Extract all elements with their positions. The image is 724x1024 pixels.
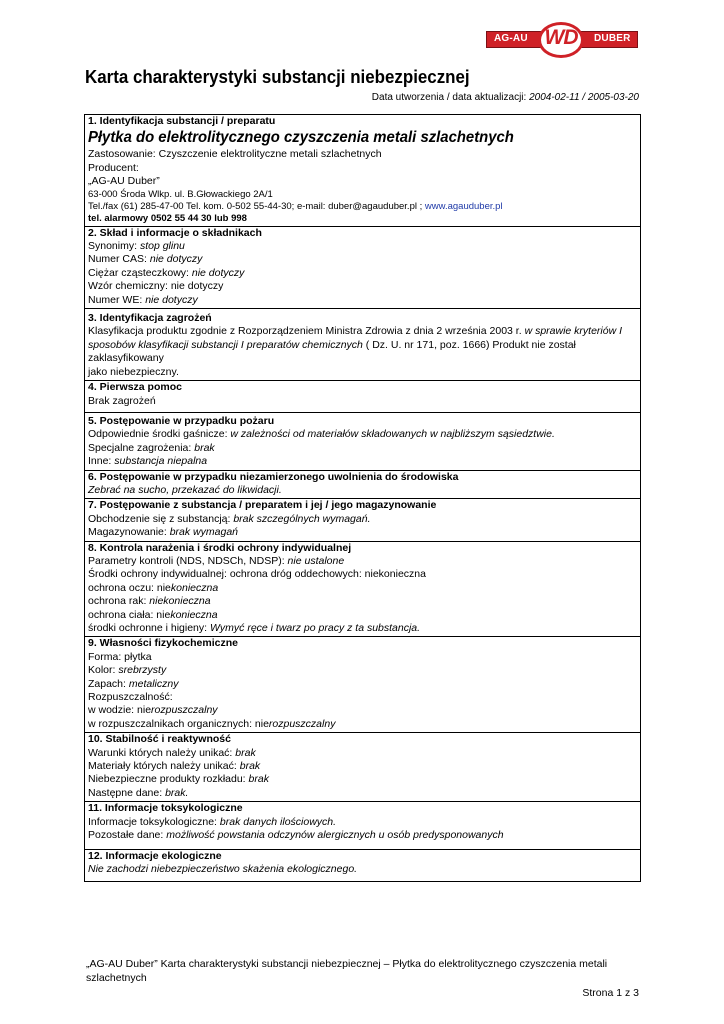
storage-row: [88, 526, 637, 539]
avoid-conditions-label: Warunki których należy unikać:: [88, 746, 233, 759]
next-data-label: Następne dane:: [88, 786, 163, 799]
producer-name: „AG-AU Duber”: [88, 175, 160, 188]
body-value: konieczna: [170, 608, 218, 621]
section-12: [85, 849, 640, 882]
synonyms-row: [88, 240, 637, 253]
hazard-text: [88, 325, 637, 379]
page-footer: „AG-AU Duber” Karta charakterystyki substancji niebezpiecznej – Płytka do elektrolitycznego czyszczenia metali szlachetnych: [86, 958, 608, 984]
hazard-text-c: sposobów klasyfikacji substancji I preparatów chemicznych: [88, 338, 363, 351]
section-10: [85, 732, 640, 801]
contacts-text: Tel./fax (61) 285-47-00 Tel. kom. 0-502 55-44-30; e-mail: duber@agauduber.pl ;: [88, 200, 423, 212]
organic-row: [88, 718, 637, 731]
water-value: rozpuszczalny: [151, 704, 218, 717]
company-logo: [486, 22, 638, 60]
formula-row: Wzór chemiczny: nie dotyczy: [88, 280, 224, 293]
color-label: Kolor:: [88, 664, 116, 677]
avoid-conditions-row: [88, 747, 637, 760]
logo-center-text: WD: [544, 26, 578, 49]
safety-data-table: [84, 114, 641, 882]
producer-contacts: [88, 201, 637, 213]
tox-value: brak danych ilościowych.: [219, 815, 337, 828]
page-title: Karta charakterystyki substancji niebezpiecznej: [85, 67, 470, 87]
hygiene-value: Wymyć ręce i twarz po pracy z ta substancja.: [210, 622, 421, 634]
hands-label: ochrona rak:: [88, 595, 147, 608]
section-5: [85, 412, 640, 470]
personal-protection-row: Środki ochrony indywidualnej: ochrona dróg oddechowych: niekonieczna: [88, 568, 426, 581]
storage-label: Magazynowanie:: [88, 526, 167, 539]
synonyms-value: stop glinu: [139, 240, 185, 253]
first-aid-text: Brak zagrożeń: [88, 394, 156, 407]
water-row: [88, 704, 637, 717]
use-row: [88, 148, 637, 161]
tox-row: [88, 816, 637, 829]
section-1: [85, 115, 640, 226]
form-row: Forma: płytka: [88, 650, 152, 663]
params-value: nie ustalone: [287, 554, 345, 567]
organic-label: w rozpuszczalnikach organicznych: nie: [88, 717, 269, 730]
section-7: [85, 498, 640, 540]
website-link[interactable]: www.agauduber.pl: [424, 200, 503, 212]
storage-value: brak wymagań: [169, 526, 238, 539]
other-data-label: Pozostałe dane:: [88, 829, 164, 842]
eyes-row: [88, 582, 637, 595]
section-8: [85, 541, 640, 637]
we-row: [88, 294, 637, 307]
special-hazard-label: Specjalne zagrożenia:: [88, 441, 192, 454]
section-2: [85, 226, 640, 308]
color-row: [88, 664, 637, 677]
hands-row: [88, 595, 637, 608]
section-11-heading: 11. Informacje toksykologiczne: [88, 802, 243, 815]
section-6: [85, 470, 640, 499]
mass-row: [88, 267, 637, 280]
section-1-heading: 1. Identyfikacja substancji / preparatu: [88, 115, 276, 127]
producer-label: Producent:: [88, 161, 139, 174]
section-9: [85, 636, 640, 732]
dates-label: Data utworzenia / data aktualizacji:: [371, 92, 527, 103]
avoid-materials-label: Materiały których należy unikać:: [88, 760, 237, 773]
decomposition-row: [88, 773, 637, 786]
params-row: [88, 555, 637, 568]
avoid-materials-value: brak: [239, 760, 261, 773]
params-label: Parametry kontroli (NDS, NDSCh, NDSP):: [88, 554, 285, 567]
section-12-heading: 12. Informacje ekologiczne: [88, 849, 222, 862]
color-value: srebrzysty: [118, 664, 167, 677]
section-6-heading: 6. Postępowanie w przypadku niezamierzonego uwolnienia do środowiska: [88, 470, 459, 483]
special-hazard-value: brak: [194, 441, 215, 454]
section-8-heading: 8. Kontrola narażenia i środki ochrony indywidualnej: [88, 541, 352, 554]
hygiene-row: [88, 622, 637, 635]
hands-value: niekonieczna: [149, 595, 211, 608]
solubility-row: Rozpuszczalność:: [88, 691, 173, 704]
cas-row: [88, 253, 637, 266]
page-number: Strona 1 z 3: [582, 987, 639, 999]
hazard-text-e: jako niebezpieczny.: [88, 365, 179, 378]
section-10-heading: 10. Stabilność i reaktywność: [88, 733, 231, 746]
water-label: w wodzie: nie: [88, 704, 152, 717]
we-value: nie dotyczy: [145, 293, 198, 306]
we-label: Numer WE:: [88, 293, 143, 306]
handling-value: brak szczególnych wymagań.: [233, 512, 371, 525]
logo-left-text: AG-AU: [494, 33, 528, 44]
next-data-value: brak.: [165, 786, 189, 799]
decomposition-value: brak: [248, 773, 269, 786]
logo-right-text: DUBER: [594, 33, 631, 44]
mass-value: nie dotyczy: [191, 266, 245, 279]
other-data-value: możliwość powstania odczynów alergicznych u osób predysponowanych: [166, 829, 504, 842]
avoid-conditions-value: brak: [235, 746, 256, 759]
handling-label: Obchodzenie się z substancją:: [88, 512, 231, 525]
handling-row: [88, 513, 637, 526]
other-row: [88, 455, 637, 468]
section-11: [85, 801, 640, 848]
next-data-row: [88, 787, 637, 800]
hazard-text-d: ( Dz. U. nr 171, poz. 1666) Produkt nie został zaklasyfikowany: [88, 338, 576, 365]
eyes-label: ochrona oczu: nie: [88, 581, 171, 594]
other-label: Inne:: [88, 455, 112, 468]
ecology-text: Nie zachodzi niebezpieczeństwo skażenia ekologicznego.: [88, 862, 358, 875]
mass-label: Ciężar cząsteczkowy:: [88, 266, 189, 279]
tox-label: Informacje toksykologiczne:: [88, 815, 217, 828]
odor-label: Zapach:: [88, 677, 126, 690]
use-label: Zastosowanie:: [88, 148, 156, 161]
hygiene-label: środki ochronne i higieny:: [88, 622, 208, 634]
body-row: [88, 609, 637, 622]
extinguish-value: w zależności od materiałów składowanych w najbliższym sąsiedztwie.: [230, 428, 555, 441]
special-hazard-row: [88, 442, 637, 455]
body-label: ochrona ciała: nie: [88, 608, 171, 621]
extinguish-label: Odpowiednie środki gaśnicze:: [88, 428, 228, 441]
product-name: Płytka do elektrolitycznego czyszczenia metali szlachetnych: [88, 129, 514, 147]
eyes-value: konieczna: [170, 581, 219, 594]
synonyms-label: Synonimy:: [88, 240, 138, 253]
section-2-heading: 2. Skład i informacje o składnikach: [88, 226, 262, 239]
section-3-heading: 3. Identyfikacja zagrożeń: [88, 312, 212, 325]
odor-row: [88, 678, 637, 691]
organic-value: rozpuszczalny: [268, 717, 336, 730]
use-value: Czyszczenie elektrolityczne metali szlachetnych: [158, 148, 382, 161]
odor-value: metaliczny: [128, 677, 179, 690]
avoid-materials-row: [88, 760, 637, 773]
section-7-heading: 7. Postępowanie z substancja / preparatem i jej / jego magazynowanie: [88, 499, 437, 512]
alarm-phone: tel. alarmowy 0502 55 44 30 lub 998: [88, 212, 247, 224]
extinguish-row: [88, 428, 637, 441]
dates-value: 2004-02-11 / 2005-03-20: [529, 92, 639, 103]
section-4: [85, 380, 640, 412]
cas-value: nie dotyczy: [149, 253, 203, 266]
other-value: substancja niepalna: [114, 455, 208, 468]
other-data-row: [88, 829, 637, 842]
release-text: Zebrać na sucho, przekazać do likwidacji.: [88, 483, 282, 496]
section-9-heading: 9. Własności fizykochemiczne: [88, 637, 238, 650]
section-4-heading: 4. Pierwsza pomoc: [88, 381, 182, 394]
decomposition-label: Niebezpieczne produkty rozkładu:: [88, 773, 246, 786]
hazard-text-a: Klasyfikacja produktu zgodnie z Rozporządzeniem Ministra Zdrowia z dnia 2 września 2003 r.: [88, 325, 522, 338]
section-3: [85, 308, 640, 380]
section-5-heading: 5. Postępowanie w przypadku pożaru: [88, 414, 275, 427]
producer-address: 63-000 Środa Wlkp. ul. B.Głowackiego 2A/1: [88, 188, 273, 200]
hazard-text-b: w sprawie kryteriów I: [524, 325, 623, 338]
document-dates: [372, 92, 639, 103]
cas-label: Numer CAS:: [88, 253, 147, 266]
